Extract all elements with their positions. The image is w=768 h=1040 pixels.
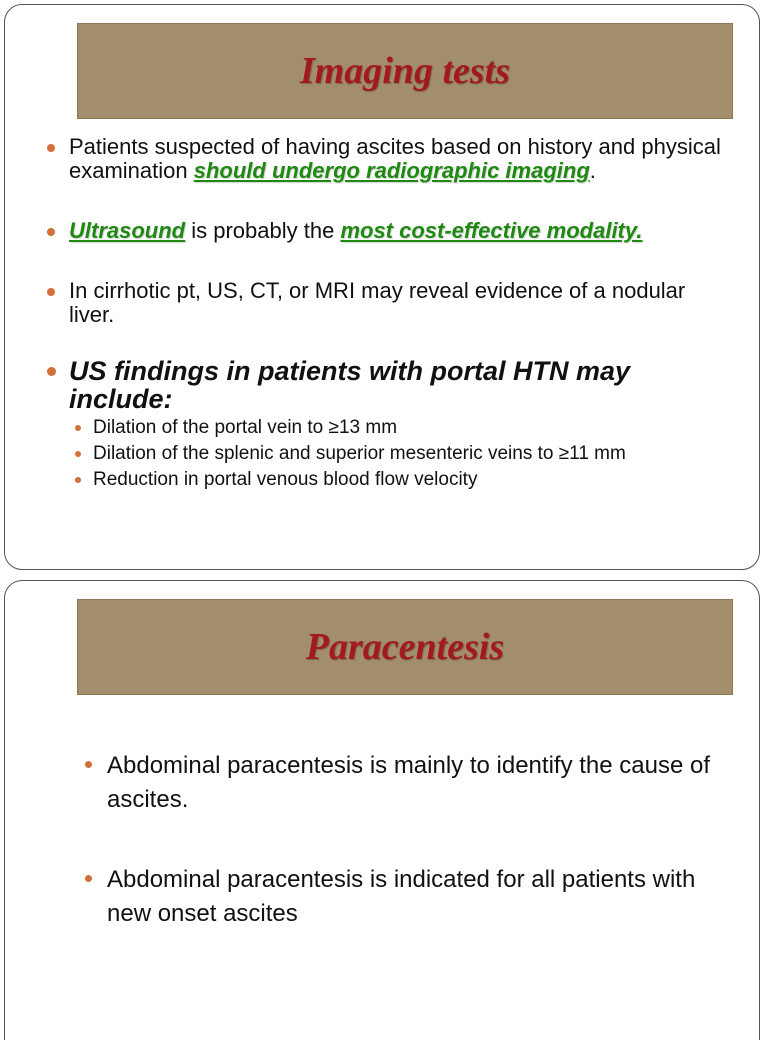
sub-bullet-item bbox=[73, 417, 729, 439]
sub-bullet-text: Dilation of the portal vein to ≥13 mm bbox=[93, 417, 398, 438]
bullet-dot-icon bbox=[85, 761, 92, 768]
sub-bullet-list bbox=[69, 417, 729, 491]
highlight-text: most cost-effective modality. bbox=[340, 218, 643, 243]
bullet-dot-icon bbox=[47, 228, 55, 236]
slide-imaging-tests bbox=[4, 4, 760, 570]
bullet-item bbox=[45, 135, 729, 183]
sub-bullet-item bbox=[73, 443, 729, 465]
bullet-text: In cirrhotic pt, US, CT, or MRI may reveal evidence of a nodular liver. bbox=[69, 278, 686, 327]
bullet-list bbox=[45, 135, 729, 495]
bullet-dot-icon bbox=[47, 367, 56, 376]
bullet-item bbox=[45, 279, 729, 327]
bullet-item-heading bbox=[45, 357, 729, 491]
bullet-text: US findings in patients with portal HTN may include: bbox=[69, 356, 631, 414]
slide-paracentesis bbox=[4, 580, 760, 1040]
bullet-text: Abdominal paracentesis is indicated for all patients with new onset ascites bbox=[107, 866, 696, 927]
bullet-item bbox=[83, 749, 719, 817]
bullet-dot-icon bbox=[85, 875, 92, 882]
title-banner bbox=[77, 23, 733, 119]
title-banner bbox=[77, 599, 733, 695]
bullet-dot-icon bbox=[75, 425, 81, 431]
bullet-text: Patients suspected of having ascites based on history and physical examination bbox=[69, 134, 721, 183]
sub-bullet-item bbox=[73, 469, 729, 491]
bullet-text-end: . bbox=[589, 158, 596, 183]
slide-title: Imaging tests bbox=[299, 50, 511, 92]
bullet-item bbox=[83, 863, 719, 931]
bullet-dot-icon bbox=[75, 477, 81, 483]
bullet-dot-icon bbox=[47, 288, 55, 296]
highlight-text: should undergo radiographic imaging bbox=[193, 158, 590, 183]
highlight-text: Ultrasound bbox=[69, 218, 186, 243]
bullet-list bbox=[83, 749, 719, 977]
bullet-text: is probably the bbox=[185, 218, 341, 243]
slide-title: Paracentesis bbox=[305, 626, 505, 668]
bullet-dot-icon bbox=[47, 144, 55, 152]
bullet-dot-icon bbox=[75, 451, 81, 457]
sub-bullet-text: Reduction in portal venous blood flow velocity bbox=[93, 469, 478, 490]
sub-bullet-text: Dilation of the splenic and superior mesenteric veins to ≥11 mm bbox=[93, 443, 626, 464]
bullet-text: Abdominal paracentesis is mainly to identify the cause of ascites. bbox=[107, 752, 710, 813]
bullet-item bbox=[45, 219, 729, 243]
